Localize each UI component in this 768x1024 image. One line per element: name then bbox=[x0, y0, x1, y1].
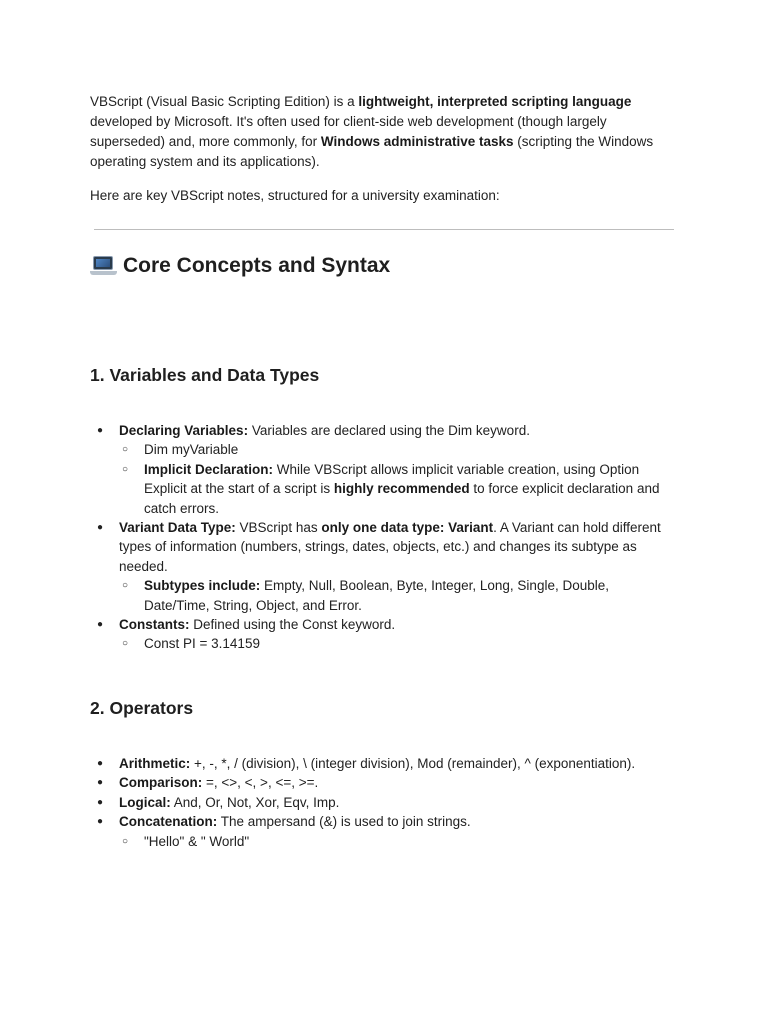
arithmetic-text: +, -, *, / (division), \ (integer division), Mod (remainder), ^ (exponentiation). bbox=[190, 755, 636, 771]
concat-text: The ampersand (&) is used to join strings. bbox=[217, 814, 471, 830]
section-title bbox=[90, 252, 675, 280]
constants-example: ○ Const PI = 3.14159 bbox=[119, 634, 675, 653]
declaring-example: ○ Dim myVariable bbox=[119, 440, 675, 459]
implicit-label: Implicit Declaration: bbox=[144, 461, 274, 477]
implicit-text-1: While VBScript allows implicit variable creation, using Option Explicit at the start of a script is bbox=[144, 461, 640, 497]
concat-sublist bbox=[119, 832, 675, 851]
variant-text-2: . A Variant can hold different types of information (numbers, strings, dates, objects, etc.) and changes its subtype as needed. bbox=[119, 520, 661, 574]
laptop-icon bbox=[90, 255, 117, 277]
intro-bold-1: lightweight, interpreted scripting language bbox=[358, 94, 632, 109]
constants-sublist bbox=[119, 634, 675, 653]
variant-label: Variant Data Type: bbox=[119, 520, 236, 536]
declaring-label: Declaring Variables: bbox=[119, 423, 249, 438]
implicit-declaration-item bbox=[119, 460, 675, 518]
variables-list bbox=[90, 421, 675, 654]
subtypes-text: Empty, Null, Boolean, Byte, Integer, Long, Single, Double, Date/Time, String, Object, and Error. bbox=[144, 578, 609, 613]
list-item-logical bbox=[90, 793, 675, 812]
variables-heading: 1. Variables and Data Types bbox=[90, 365, 320, 385]
declaring-text: Variables are declared using the Dim keyword. bbox=[248, 423, 530, 438]
list-item-concatenation bbox=[90, 812, 675, 851]
list-item-declaring bbox=[90, 421, 675, 518]
intro-note: Here are key VBScript notes, structured for a university examination: bbox=[90, 188, 500, 203]
intro-bold-2: Windows administrative tasks bbox=[320, 134, 514, 149]
logical-text: And, Or, Not, Xor, Eqv, Imp. bbox=[170, 794, 340, 810]
intro-paragraph bbox=[90, 92, 675, 172]
constants-label: Constants: bbox=[119, 617, 190, 633]
list-item-constants bbox=[90, 615, 675, 654]
intro-text-3: (scripting the Windows operating system and its applications). bbox=[90, 134, 654, 169]
intro-text-1: VBScript (Visual Basic Scripting Edition) is a bbox=[90, 94, 359, 109]
implicit-bold: highly recommended bbox=[333, 481, 470, 497]
operators-list bbox=[90, 754, 675, 851]
section-title-text: Core Concepts and Syntax bbox=[123, 254, 391, 277]
constants-text: Defined using the Const keyword. bbox=[189, 617, 396, 633]
list-item-comparison bbox=[90, 773, 675, 792]
comparison-label: Comparison: bbox=[119, 775, 203, 791]
arithmetic-label: Arithmetic: bbox=[119, 755, 191, 771]
list-item-arithmetic bbox=[90, 754, 675, 773]
concat-label: Concatenation: bbox=[119, 814, 218, 830]
operators-heading: 2. Operators bbox=[90, 697, 194, 718]
variant-sublist bbox=[119, 576, 675, 615]
subtypes-label: Subtypes include: bbox=[144, 578, 261, 594]
intro-text-2: developed by Microsoft. It's often used for client-side web development (though largely superseded) and, more commonly, for bbox=[90, 114, 607, 149]
subtypes-item bbox=[119, 576, 675, 615]
logical-label: Logical: bbox=[119, 794, 171, 810]
implicit-text-2: to force explicit declaration and catch errors. bbox=[144, 481, 660, 516]
list-item-variant bbox=[90, 518, 675, 615]
concat-example: ○ "Hello" & " World" bbox=[119, 832, 675, 851]
horizontal-divider bbox=[94, 229, 674, 230]
declaring-sublist bbox=[119, 440, 675, 518]
variant-text-1: VBScript has bbox=[235, 520, 322, 536]
comparison-text: =, <>, <, >, <=, >=. bbox=[202, 775, 319, 791]
document-page bbox=[90, 92, 675, 851]
variant-bold: only one data type: Variant bbox=[321, 520, 494, 536]
